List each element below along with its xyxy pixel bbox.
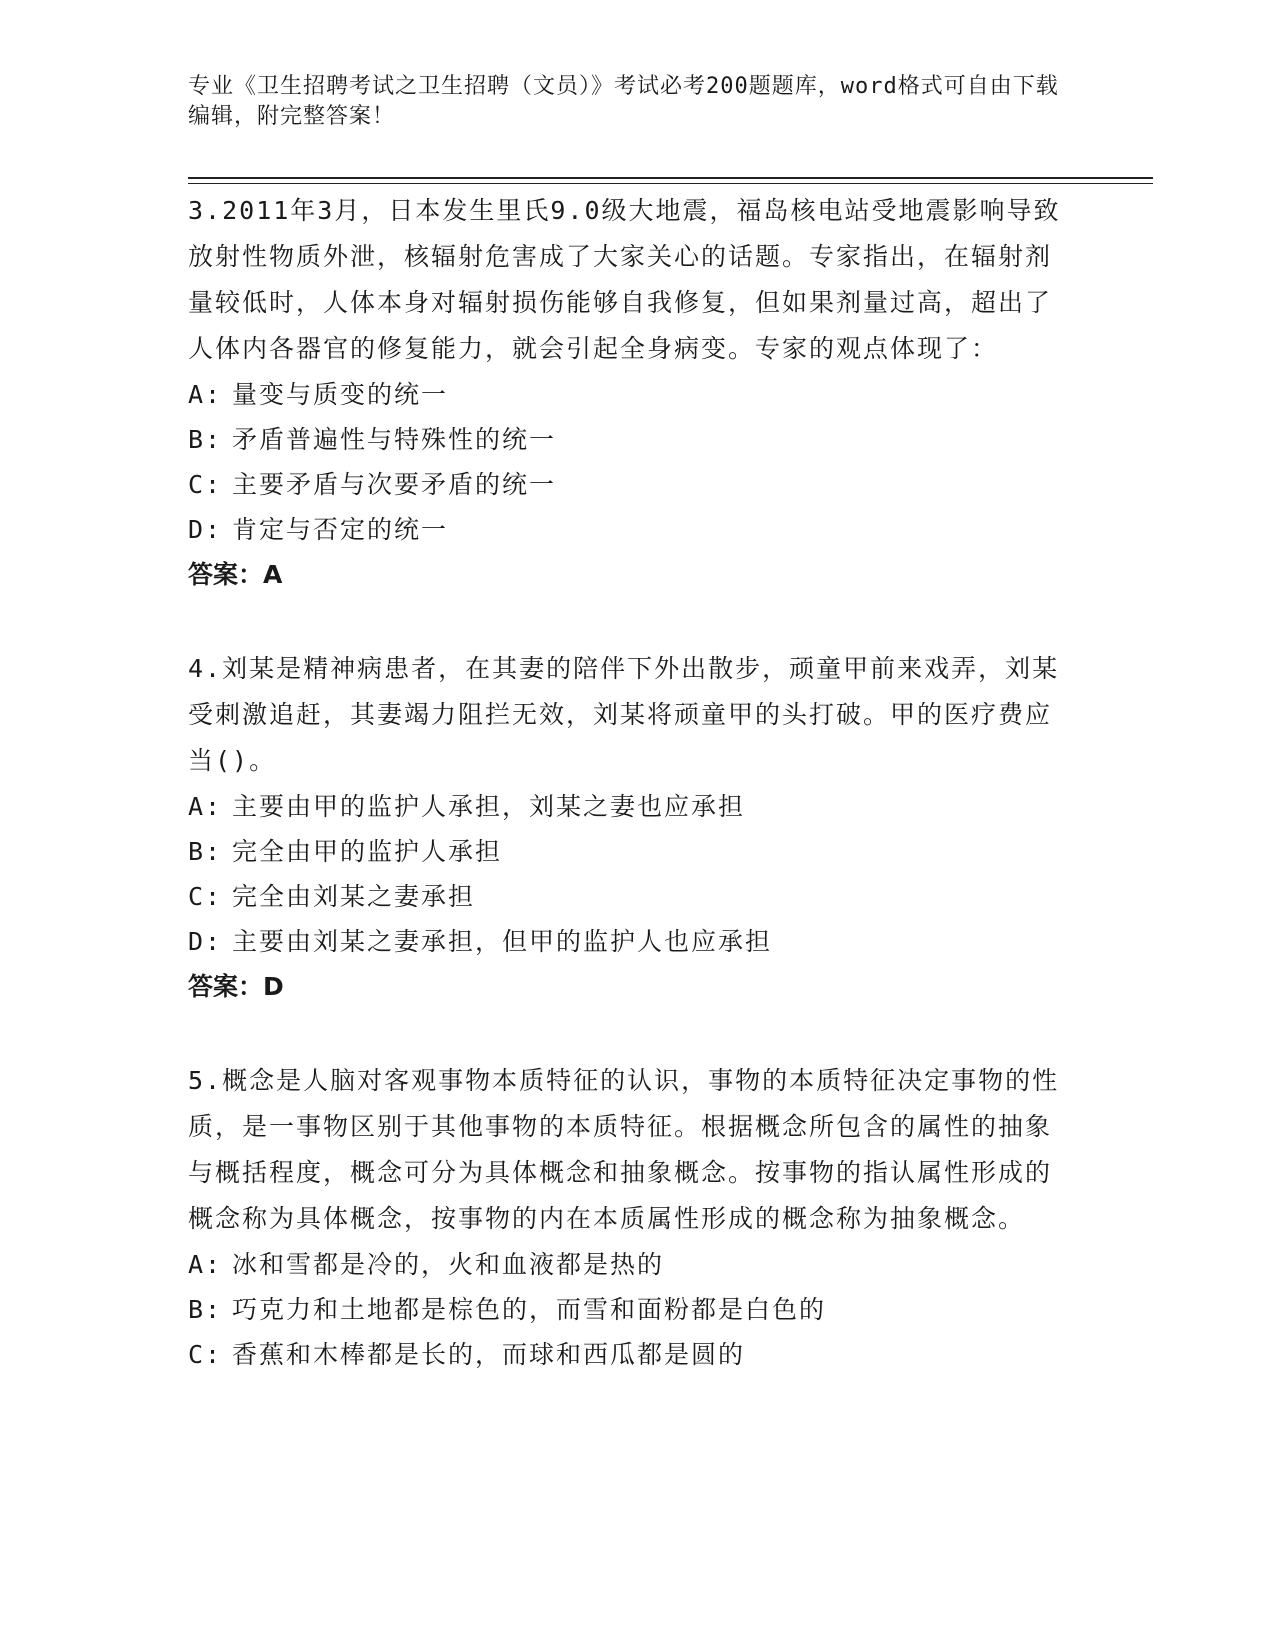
option-text: 矛盾普遍性与特殊性的统一 — [232, 425, 557, 454]
option-text: 巧克力和土地都是棕色的，而雪和面粉都是白色的 — [232, 1295, 827, 1324]
question-stem: 3.2011年3月，日本发生里氏9.0级大地震，福岛核电站受地震影响导致放射性物质外泄，核辐射危害成了大家关心的话题。专家指出，在辐射剂量较低时，人体本身对辐射损伤能够自我修复，但如果剂量过高，超出了人体内各器官的修复能力，就会引起全身病变。专家的观点体现了： — [188, 196, 1061, 363]
option-a — [188, 372, 1068, 417]
option-text: 完全由刘某之妻承担 — [232, 882, 476, 911]
option-text: 冰和雪都是冷的，火和血液都是热的 — [232, 1250, 665, 1279]
option-key: C: — [188, 1340, 223, 1369]
question-4 — [188, 646, 1068, 1010]
option-d — [188, 919, 1068, 964]
answer-label: 答案：D — [188, 972, 284, 1001]
option-b — [188, 1287, 1068, 1332]
option-b — [188, 829, 1068, 874]
question-5 — [188, 1058, 1068, 1377]
option-key: B: — [188, 837, 223, 866]
option-a — [188, 1242, 1068, 1287]
option-key: D: — [188, 515, 223, 544]
option-key: D: — [188, 927, 223, 956]
header-rule-thick — [188, 177, 1153, 179]
option-key: A: — [188, 792, 223, 821]
option-key: C: — [188, 882, 223, 911]
option-c — [188, 462, 1068, 507]
option-text: 主要由刘某之妻承担，但甲的监护人也应承担 — [232, 927, 773, 956]
option-text: 香蕉和木棒都是长的，而球和西瓜都是圆的 — [232, 1340, 746, 1369]
question-list — [188, 188, 1068, 1425]
option-text: 肯定与否定的统一 — [232, 515, 449, 544]
option-text: 主要由甲的监护人承担，刘某之妻也应承担 — [232, 792, 746, 821]
option-key: B: — [188, 425, 223, 454]
option-text: 主要矛盾与次要矛盾的统一 — [232, 470, 557, 499]
option-d — [188, 507, 1068, 552]
option-a — [188, 784, 1068, 829]
option-c — [188, 1332, 1068, 1377]
document-header: 专业《卫生招聘考试之卫生招聘（文员）》考试必考200题题库，word格式可自由下载编辑，附完整答案！ — [188, 74, 1059, 129]
option-text: 完全由甲的监护人承担 — [232, 837, 503, 866]
answer-label: 答案：A — [188, 560, 283, 589]
option-key: C: — [188, 470, 223, 499]
option-key: A: — [188, 380, 223, 409]
option-c — [188, 874, 1068, 919]
header-rule-thin — [188, 183, 1153, 184]
question-stem: 4.刘某是精神病患者，在其妻的陪伴下外出散步，顽童甲前来戏弄，刘某受刺激追赶，其妻竭力阻拦无效，刘某将顽童甲的头打破。甲的医疗费应当()。 — [188, 654, 1060, 775]
option-key: B: — [188, 1295, 223, 1324]
option-text: 量变与质变的统一 — [232, 380, 449, 409]
option-key: A: — [188, 1250, 223, 1279]
option-b — [188, 417, 1068, 462]
question-stem: 5.概念是人脑对客观事物本质特征的认识，事物的本质特征决定事物的性质，是一事物区别于其他事物的本质特征。根据概念所包含的属性的抽象与概括程度，概念可分为具体概念和抽象概念。按事物的指认属性形成的概念称为具体概念，按事物的内在本质属性形成的概念称为抽象概念。 — [188, 1066, 1060, 1233]
question-3 — [188, 188, 1068, 598]
